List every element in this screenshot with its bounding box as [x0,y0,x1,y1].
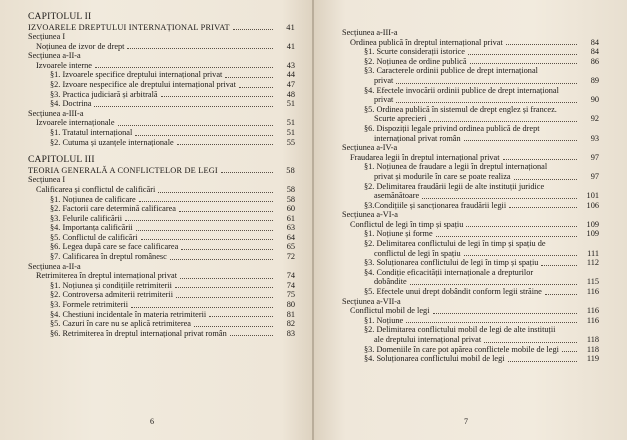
toc-section-heading [342,143,599,153]
toc-entry [28,185,295,195]
chapter-title-row [28,23,295,33]
chapter-label: CAPITOLUL III [28,155,95,166]
leader-dots [239,86,273,88]
toc-entry-text: §5. Conflictul de calificări [50,232,138,242]
toc-page-number: 84 [590,37,599,47]
toc-entry [342,76,599,86]
toc-entry-text: Izvoarele interne [36,60,92,70]
toc-entry [28,310,295,320]
toc-entry [342,38,599,48]
toc-entry-text: §4. Condiție eficacității internaționale a drepturilor [364,267,534,277]
toc-page-number: 51 [286,99,295,109]
toc-entry-text: §3.Condițiile și sancționarea fraudării legii [364,200,507,210]
leader-dots [175,286,273,288]
toc-page-number: 118 [586,344,599,354]
toc-page-number: 47 [286,80,295,90]
toc-entry [28,319,295,329]
toc-entry-text: §2. Cutuma și uzanțele internaționale [50,137,174,147]
toc-page-number: 112 [586,258,599,268]
leader-dots [562,350,577,352]
toc-entry [342,162,599,172]
toc-entry-text: §2. Factorii care determină calificarea [50,204,176,214]
toc-section-heading [342,210,599,220]
toc-entry-text: §1. Tratatul internațional [50,128,133,138]
toc-entry-text: §7. Calificarea în dreptul românesc [50,252,167,262]
toc-entry-text: §4. Efectele invocării ordinii publice de drept internațional [364,85,559,95]
toc-page-number: 106 [586,200,599,210]
toc-entry-text: §3. Felurile calificării [50,213,123,223]
toc-page-number: 116 [586,306,599,316]
chapter-label: CAPITOLUL II [28,12,92,22]
leader-dots [508,360,577,362]
toc-page-number: 48 [286,89,295,99]
leader-dots [170,258,273,260]
toc-page-number: 60 [286,204,295,214]
toc-entry [28,300,295,310]
toc-entry-text: §1. Noțiune [364,315,404,325]
toc-entry-text: §1. Noțiunea de calificare [50,194,136,204]
toc-entry [28,99,295,109]
toc-entry-text: ale dreptului internațional privat [374,335,482,344]
toc-entry-text: asemănătoare [374,191,420,201]
toc-entry [342,277,599,287]
toc-entry-text: conflictul de legi în spațiu [374,248,461,258]
toc-entry [28,70,295,80]
leader-dots [396,82,577,84]
toc-entry-text: §2. Noțiunea de ordine publică [364,56,467,66]
toc-entry-text: Secțiunea a-II-a [28,261,81,271]
toc-page-number: 64 [286,232,295,242]
toc-entry [342,258,599,268]
toc-entry-text: privat [374,95,394,105]
toc-entry-text: §1. Noțiunea de fraudare a legii în dreptul internațional [364,162,548,172]
leader-dots [131,306,273,308]
toc-entry-text: §3. Soluționarea conflictului de legi în timp și spațiu [364,258,539,268]
leader-dots [466,225,577,227]
toc-entry-text: Conflictul mobil de legi [350,306,430,316]
toc-entry [28,118,295,128]
toc-entry-text: Secțiunea I [28,32,66,42]
toc-entry [342,325,599,335]
toc-entry [342,201,599,211]
toc-section-heading [28,262,295,272]
toc-entry-text: §2. Delimitarea conflictului mobil de legi de alte instituții [364,325,556,335]
leader-dots [141,238,273,240]
toc-entry [342,268,599,278]
leader-dots [225,76,273,78]
toc-entry [28,242,295,252]
leader-dots [158,191,273,193]
toc-page-number: 81 [286,309,295,319]
leader-dots [127,47,273,49]
toc-entry [342,172,599,182]
toc-entry [28,90,295,100]
toc-entry-text: Ordinea publică în dreptul internațional privat [350,37,503,47]
toc-entry [342,335,599,345]
toc-entry-text: §6. Legea după care se face calificarea [50,242,179,252]
toc-page-number: 90 [590,95,599,105]
toc-entry [342,153,599,163]
page-number: 6 [150,417,154,426]
toc-entry-text: Retrimiterea în dreptul internațional privat [36,271,177,281]
toc-page-number: 55 [286,137,295,147]
chapter-title-row [28,166,295,176]
toc-entry-text: Fraudarea legii în dreptul internațional privat [350,152,500,162]
toc-entry [342,105,599,115]
toc-entry [28,329,295,339]
toc-entry [342,57,599,67]
leader-dots [179,210,273,212]
toc-entry [28,252,295,262]
leader-dots [541,264,577,266]
toc-entry [28,80,295,90]
toc-entry [342,191,599,201]
toc-entry [28,204,295,214]
toc-page-number: 65 [286,242,295,252]
toc-page-number: 97 [590,171,599,181]
toc-entry-text: Secțiunea I [28,175,66,185]
toc-entry-text: §4. Importanța calificării [50,223,133,233]
toc-entry [28,195,295,205]
toc-entry [342,66,599,76]
leader-dots [484,341,577,343]
toc-page-number: 74 [286,280,295,290]
toc-entry-text: §4. Soluționarea conflictului mobil de legi [364,354,505,364]
leader-dots [125,219,273,221]
toc-section-heading [342,28,599,38]
toc-entry [342,354,599,364]
leader-dots [181,248,273,250]
toc-entry [342,306,599,316]
toc-entry-text: Izvoarele internaționale [36,118,115,128]
toc-entry-text: §1. Noțiune și forme [364,229,433,239]
toc-page-number: 86 [590,56,599,66]
leader-dots [161,95,273,97]
leader-dots [433,312,577,314]
toc-page-number: 83 [286,328,295,338]
toc-entry [342,124,599,134]
leader-dots [406,321,577,323]
toc-section-heading [28,109,295,119]
toc-section-heading [28,51,295,61]
toc-entry-text: §2. Delimitarea fraudării legii de alte instituții juridice [364,181,545,191]
toc-entry-text: Conflictul de legi în timp și spațiu [350,219,464,229]
toc-entry [342,249,599,259]
toc-entry [28,271,295,281]
toc-entry-text: §5. Efectele unui drept dobândit conform legii străine [364,287,542,297]
leader-dots [509,206,577,208]
toc-page-number: 51 [286,118,295,128]
leader-dots [470,62,577,64]
leader-dots [514,178,577,180]
leader-dots [410,283,577,285]
leader-dots [180,277,273,279]
toc-entry-text: Secțiunea a-II-a [28,51,81,61]
toc-entry-text: Noțiunea de izvor de drept [36,41,125,51]
toc-section-heading [342,297,599,307]
toc-entry [342,47,599,57]
toc-entry [28,290,295,300]
leader-dots [545,293,577,295]
toc-entry-text: §2. Delimitarea conflictului de legi în timp și spațiu de [364,239,546,249]
toc-page-number: 97 [590,152,599,162]
leader-dots [95,66,273,68]
toc-entry-text: §2. Controversa admiterii retrimiterii [50,290,174,300]
toc-entry-text: §3. Domeniile în care pot apărea conflictele mobile de legi [364,344,559,354]
leader-dots [177,143,273,145]
toc-entry-text: Secțiunea a-IV-a [342,143,398,153]
chapter-gap [28,147,295,155]
leader-dots [209,315,273,317]
leader-dots [468,53,577,55]
leader-dots [135,134,273,136]
toc-page-number: 84 [590,47,599,57]
toc-entry-text: Calificarea și conflictul de calificări [36,184,156,194]
toc-entry-text: dobândite [374,277,407,287]
leader-dots [503,158,577,160]
toc-entry-text: internațional privat român [374,133,461,143]
toc-page-number: 41 [286,41,295,51]
leader-dots [118,124,273,126]
toc-entry [342,287,599,297]
toc-page-number: 101 [586,191,599,201]
leader-dots [464,254,577,256]
toc-entry-text: §2. Izvoare nespecifice ale dreptului internațional privat [50,80,236,90]
toc-entry [342,114,599,124]
toc-page-number: 92 [590,114,599,124]
toc-entry-text: §6. Dispoziții legale privind ordinea publică de drept [364,123,540,133]
toc-page-number: 74 [286,271,295,281]
toc-entry-text: §4. Doctrina [50,99,92,109]
toc-page-number: 58 [286,165,295,175]
chapter-title: TEORIA GENERALĂ A CONFLICTELOR DE LEGI [28,165,218,175]
toc-page-number: 115 [586,277,599,287]
toc-entry [342,95,599,105]
toc-page-number: 111 [587,248,599,258]
toc-entry-text: §3. Practica judiciară și arbitrală [50,89,158,99]
toc-entry-text: privat [374,75,394,85]
toc-entry-text: §5. Ordinea publică în sistemul de drept englez și francez. [364,104,557,114]
leader-dots [176,296,273,298]
toc-page-number: 89 [590,75,599,85]
right-page [314,0,627,440]
leader-dots [422,197,577,199]
toc-page-number: 61 [286,213,295,223]
toc-page-number: 109 [586,229,599,239]
toc-page-number: 72 [286,252,295,262]
toc-entry [28,138,295,148]
toc-entry [342,345,599,355]
leader-dots [139,200,273,202]
toc-page-number: 116 [586,287,599,297]
toc-page-number: 63 [286,223,295,233]
toc-entry [28,281,295,291]
leader-dots [506,43,577,45]
toc-page-number: 109 [586,219,599,229]
leader-dots [429,120,577,122]
toc-entry-text: §4. Chestiuni incidentale în materia retrimiterii [50,309,207,319]
toc-page-number: 43 [286,60,295,70]
toc-entry-text: §3. Caracterele ordinii publice de drept internațional [364,66,538,76]
toc-entry-text: privat și modurile în care se poate realiza [374,171,511,181]
toc-entry [342,182,599,192]
toc-page-number: 58 [286,194,295,204]
leader-dots [194,325,273,327]
toc-section-heading [28,175,295,185]
toc-section-heading [28,32,295,42]
toc-entry [342,86,599,96]
toc-page-number: 119 [586,354,599,364]
toc-entry [342,134,599,144]
leader-dots [464,139,577,141]
toc-entry-text: Secțiunea a-VII-a [342,296,401,306]
leader-dots [221,171,273,173]
leader-dots [396,101,577,103]
toc-entry [28,42,295,52]
toc-page-number: 58 [286,184,295,194]
toc-page-number: 80 [286,300,295,310]
toc-entry [342,316,599,326]
toc-entry-text: Secțiunea a-VI-a [342,210,398,220]
toc-entry [28,128,295,138]
toc-entry-text: §6. Retrimiterea în dreptul internațional privat român [50,328,227,338]
left-page [0,0,313,440]
toc-entry-text: §1. Scurte considerații istorice [364,47,465,57]
toc-entry [342,229,599,239]
toc-page-number: 118 [586,335,599,344]
toc-entry-text: §5. Cazuri în care nu se aplică retrimiterea [50,319,191,329]
toc-entry [342,239,599,249]
toc-entry [28,223,295,233]
leader-dots [230,334,273,336]
toc-page-number: 44 [286,70,295,80]
toc-page-number: 41 [286,22,295,32]
toc-entry-text: §3. Formele retrimiterii [50,300,129,310]
toc-page-number: 82 [286,319,295,329]
leader-dots [436,235,577,237]
leader-dots [233,28,273,30]
chapter-title: IZVOARELE DREPTULUI INTERNAȚIONAL PRIVAT [28,22,230,32]
toc-entry-text: Secțiunea a-III-a [342,28,398,37]
toc-entry-text: §1. Noțiunea și condițiile retrimiterii [50,280,172,290]
toc-entry [28,214,295,224]
toc-entry-text: Scurte aprecieri [374,114,427,124]
leader-dots [136,229,273,231]
page-number: 7 [464,417,468,426]
toc-page-number: 116 [586,315,599,325]
toc-entry-text: §1. Izvoarele specifice dreptului internațional privat [50,70,223,80]
toc-page-number: 75 [286,290,295,300]
toc-page-number: 51 [286,128,295,138]
toc-page-number: 93 [590,133,599,143]
leader-dots [94,105,273,107]
toc-entry-text: Secțiunea a-III-a [28,108,84,118]
